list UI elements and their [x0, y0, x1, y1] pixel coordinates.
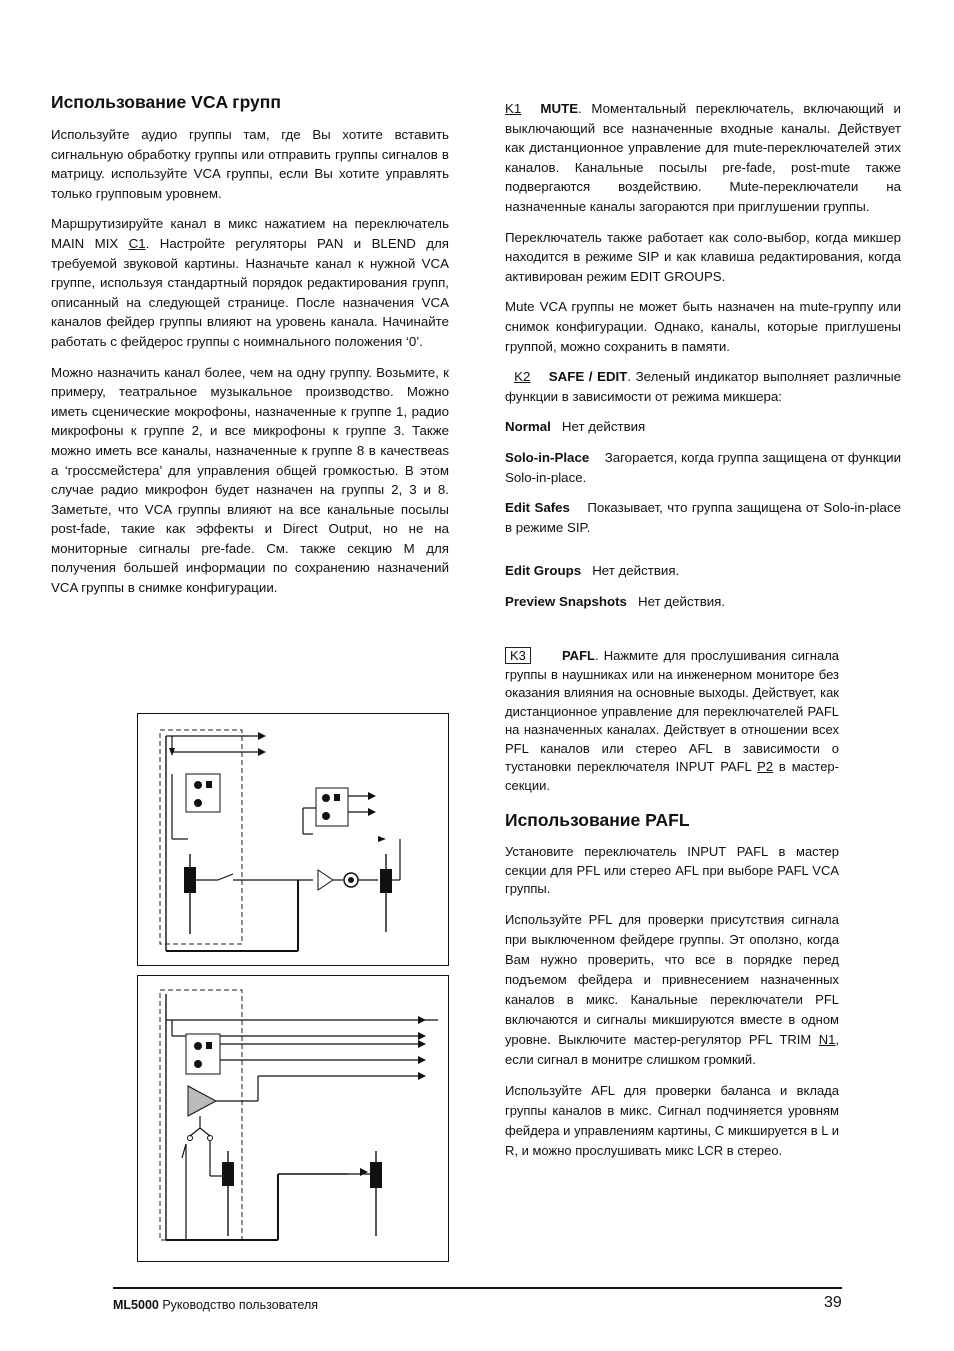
vca-paragraph-2: Маршрутизируйте канал в микс нажатием на переключатель MAIN MIX C1. Настройте регуляторы PAN и BLEND для требуемой звуковой картины. Назначьте канал к нужной VCA группе, используя стандартный порядок редактирования групп, описанный на следующей странице. После назначения VCA каналов фейдер группы влияют на уровень канала. Начинайте работать с фейдерос группы с ноимнального положения ‘0’.: [51, 216, 449, 349]
knob-icon: [194, 799, 202, 807]
pafl-paragraph-2: Используйте PFL для проверки присутствия сигнала при выключенном фейдере группы. Эт оползно, когда Вам нужно проверить, что все в порядке перед подъемом фейдера и привнесением назначенных каналов в микс. Канальные переключатели PFL включаются и сигналы микшируются вместе в одном уровне. Выключите мастер-регулятор PFL TRIM N1, если сигнал в монитре слишком громкий.: [505, 911, 839, 1067]
k2-title: SAFE / EDIT: [548, 369, 628, 385]
mute-note: Mute VCA группы не может быть назначен на mute-группу или снимок конфигурации. Однако, каналы, которые приглушены группой, можно сохранить в памяти.: [505, 299, 901, 354]
arrow-icon: [258, 748, 266, 756]
arrow-icon: [418, 1032, 426, 1040]
vca-paragraph-3: Можно назначить канал более, чем на одну группу. Возьмите, к примеру, театральное музыкальное производство. Можно иметь сценические мокрофоны, назначенные к группе 1, радио микрофоны к группе 2, и все микрофоны к группе 3. Также можно иметь все каналы, назначенные к группе 8 в качествеas а ‘гроссмейстера’ для управления общей громкостью. В этом случае радио микрофон будет назначен на группы 2, 3 и 8. Заметьте, что VCA группы влияют на все канальные посылы post-fade, такие как эффекты и Direct Output, но не на мониторные сигналы pre-fade. См. также секцию M для получения большей информации по сохранению назначений VCA группы в снимке конфигурации.: [51, 364, 449, 596]
pafl-paragraph-1: Установите переключатель INPUT PAFL в мастер секции для PFL или стерео AFL при выборе PAFL VCA группы.: [505, 844, 839, 897]
mode-edit-safes: Edit Safes Показывает, что группа защищена от Solo-in-place в режиме SIP.: [505, 500, 901, 535]
ref-p2: P2: [757, 759, 774, 775]
amplifier-icon: [318, 870, 333, 890]
pan-control-box-2: [316, 788, 348, 826]
solo-paragraph: Переключатель также работает как соло-выбор, когда микшер находится в режиме SIP и как клавиша редактирования, когда активирован режим EDIT GROUPS.: [505, 229, 901, 284]
k2-paragraph: K2 SAFE / EDIT. Зеленый индикатор выполняет различные функции в зависимости от режима микшера:: [505, 369, 902, 404]
vca-signal-diagram: [137, 713, 449, 966]
k3-section: [505, 647, 839, 1161]
mode-solo-in-place: Solo-in-Place Загорается, когда группа защищена от функции Solo-in-place.: [505, 449, 901, 485]
k3-title: PAFL: [561, 648, 595, 664]
vca-paragraph-1: Используйте аудио группы там, где Вы хотите вставить сигнальную обработку группы или отправить группы сигналов в матрицу. используйте VCA группы, если Вы хотите управлять только групповым уровнем.: [51, 127, 449, 201]
arrow-icon: [258, 732, 266, 740]
summing-amp-icon: [188, 1086, 216, 1116]
arrow-icon: [418, 1072, 426, 1080]
knob-icon: [194, 1060, 202, 1068]
pafl-signal-diagram: [137, 975, 449, 1262]
model-name: ML5000: [113, 1298, 159, 1312]
mode-edit-groups: Edit Groups Нет действия.: [505, 563, 680, 579]
fader-icon: [184, 867, 196, 893]
k1-title: MUTE: [540, 101, 579, 116]
left-column: [51, 91, 449, 609]
k3-paragraph: K3 PAFL. Нажмите для прослушивания сигнала группы в наушниках или на инженерном мониторе без оказания влияния на основные выходы. Действует, как дистанционное управление для переключателей PAFL на назначенных каналах. Действует в отношении всех PFL каналов или стерео AFL в зависимости о тустановки переключателя INPUT PAFL P2 в мастер-секции.: [505, 648, 840, 793]
ref-c1: C1: [128, 235, 146, 251]
right-column: [505, 99, 901, 1172]
mode-normal: Normal Нет действия: [505, 419, 646, 435]
knob-icon: [322, 794, 330, 802]
arrow-icon: [418, 1016, 426, 1024]
k2-label: K2: [514, 369, 531, 385]
k1-label: K1: [505, 101, 522, 116]
arrow-icon: [418, 1056, 426, 1064]
pan-control-box: [186, 1034, 220, 1074]
fader-icon: [380, 869, 392, 893]
footer-rule: [113, 1287, 842, 1289]
pan-control-box: [186, 774, 220, 812]
vca-heading: Использование VCA групп: [51, 92, 281, 112]
arrow-icon: [418, 1040, 426, 1048]
footer-title: ML5000 Руководство пользователя: [113, 1298, 319, 1312]
arrow-icon: [368, 808, 376, 816]
fader-icon: [370, 1162, 382, 1188]
pafl-paragraph-3: Используйте AFL для проверки баланса и вклада группы каналов в микс. Сигнал подчиняется уровням фейдера и управлениям картины, С микшируется в L и R, и можно прослушивать микс LCR в стерео.: [505, 1082, 839, 1158]
knob-icon: [322, 812, 330, 820]
fader-icon: [222, 1162, 234, 1186]
pafl-heading: Использование PAFL: [505, 810, 690, 831]
switch-icon: [182, 1144, 186, 1158]
knob-icon: [194, 1042, 202, 1050]
k3-label: K3: [505, 647, 531, 664]
ref-n1: N1: [818, 1031, 836, 1047]
page-number: 39: [824, 1294, 842, 1311]
knob-icon: [194, 781, 202, 789]
arrow-icon: [368, 792, 376, 800]
k1-paragraph: K1 MUTE. Моментальный переключатель, включающий и выключающий все назначенные входные каналы. Действует как дистанционное управление для mute-переключателей этих каналов. Канальные посылы pre-fade, post-mute также подвергаются воздействию. Mute-переключатели на назначенные каналы загораются при приглушении группы.: [505, 101, 901, 214]
mode-preview-snapshots: Preview Snapshots Нет действия.: [505, 593, 726, 609]
switch-icon: [218, 874, 233, 880]
